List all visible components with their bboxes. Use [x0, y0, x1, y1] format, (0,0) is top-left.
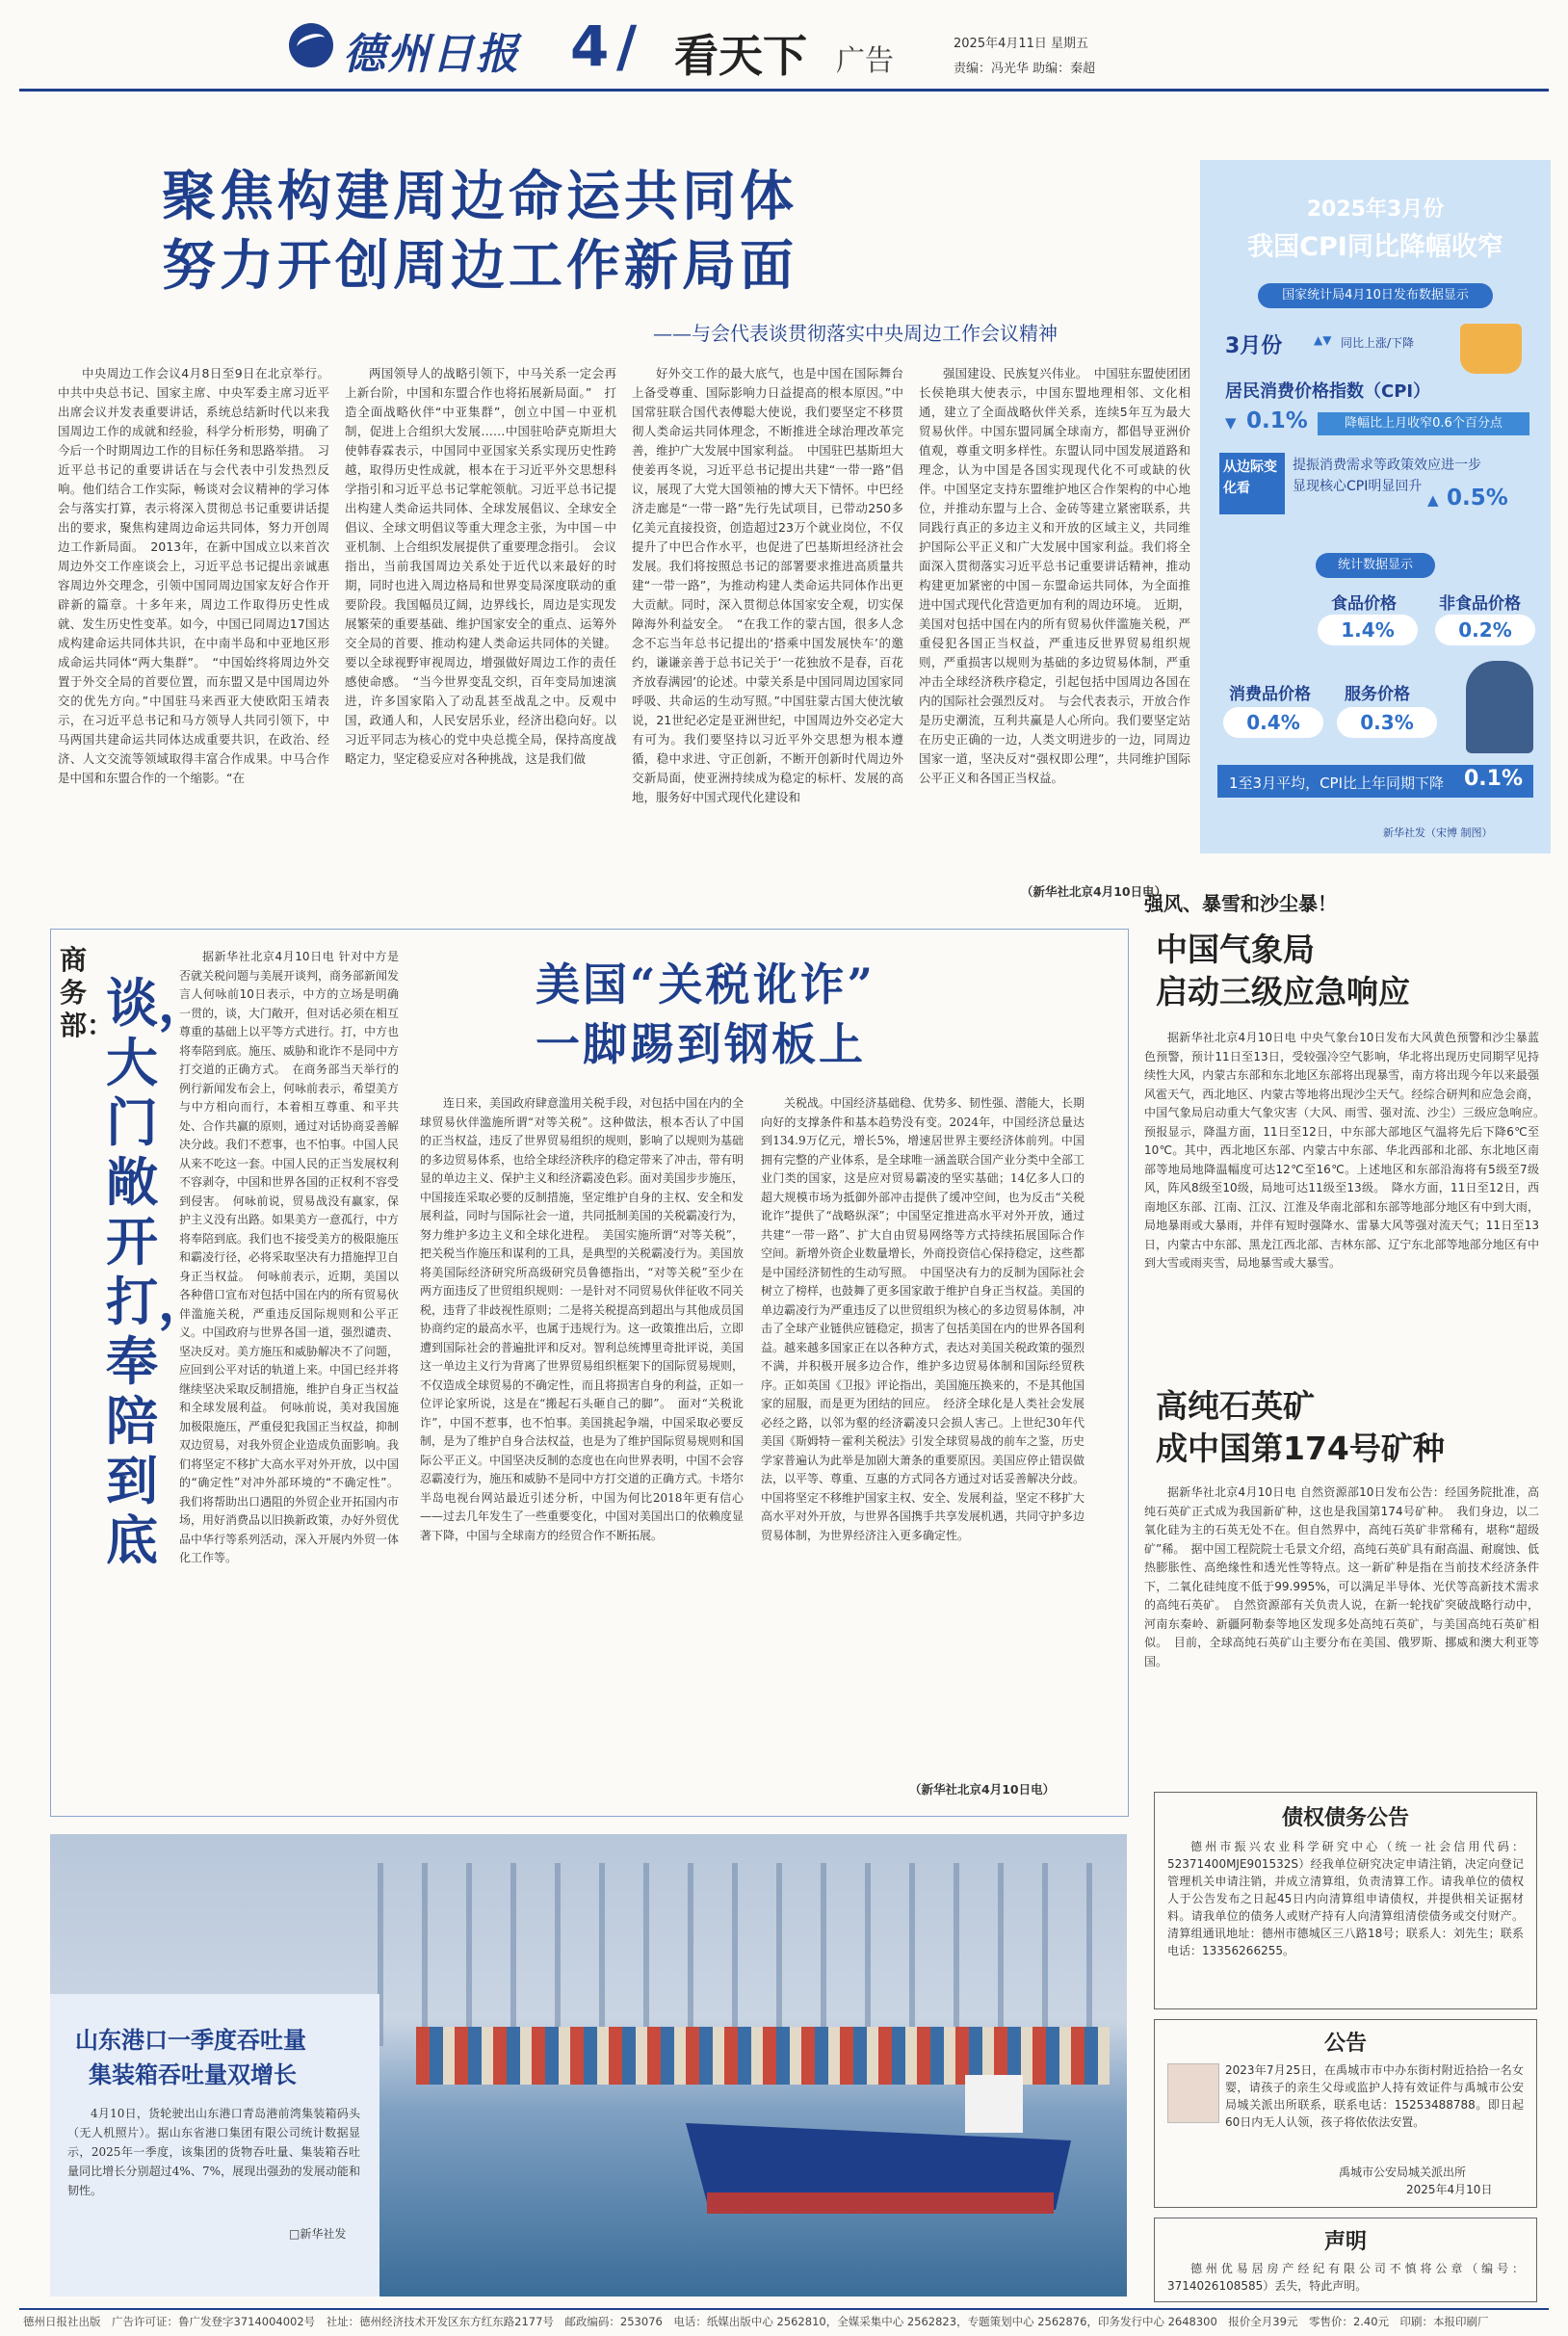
quartz-title-line2: 成中国第174号矿种: [1156, 1430, 1445, 1467]
shopping-basket-icon: [1460, 324, 1522, 374]
cpi-consumer-value: 0.4%: [1223, 707, 1323, 738]
cpi-legend: 同比上涨/下降: [1341, 336, 1415, 350]
tariff-left-text: 据新华社北京4月10日电 针对中方是否就关税问题与美展开谈判，商务部新闻发言人何咏前10日表示，中方的立场是明确一贯的，谈，大门敞开，但对话必须在相互尊重的基础上以平等方式进行。打，中方也将奉陪到底。施压、威胁和讹诈不是同中方打交道的正确方式。 在商务部当天举行的例行新闻发布会上，何咏前表示，希望美方与中方相向而行，本着相互尊重、和平共处、合作共赢的原则，通过对话协商妥善解决分歧。我们不惹事，也不怕事。中国人民从来不吃这一套。中国人民的正当发展权利不容剥夺，中国和世界各国的正权利不容受到侵害。 何咏前说，贸易战没有赢家，保护主义没有出路。如果美方一意孤行，中方将奉陪到底。我们也不接受美方的极限施压和霸凌行径，必将采取坚决有力措施捍卫自身正当权益。 何咏前表示，近期，美国以各种借口宣布对包括中国在内的所有贸易伙伴滥施关税，严重违反国际规则和公平正义。中国政府与世界各国一道，强烈谴责、坚决反对。美方施压和威胁解决不了问题，应回到公平对话的轨道上来。中国已经并将继续坚决采取反制措施，维护自身正当权益和全球发展利益。 何咏前说，美对我国施加极限施压，严重侵犯我国正当权益，抑制双边贸易，对我外贸企业造成负面影响。我们将坚定不移扩大高水平对外开放，以中国的“确定性”对冲外部环境的“不确定性”。我们将帮助出口遇阻的外贸企业开拓国内市场，用好消费品以旧换新政策，办好外贸优品中华行等系列活动，深入开展内外贸一体化工作等。: [179, 950, 400, 1564]
weather-text: 据新华社北京4月10日电 中央气象台10日发布大风黄色预警和沙尘暴蓝色预警，预计11日至13日，受较强冷空气影响，华北将出现历史同期罕见持续性大风，内蒙古东部和东北地区东部将出现暴雪，南方将出现今年以来最强风雹天气，西北地区、内蒙古等地将出现沙尘天气。经综合研判和应急会商，中国气象局启动重大气象灾害（大风、雨雪、强对流、沙尘）三级应急响应。 预报显示，降温方面，11日至12日，中东部大部地区气温将先后下降6℃至10℃。其中，西北地区东部、内蒙古中东部、华北西部和北部、东北地区南部等地局地降温幅度可达12℃至16℃。上述地区和东部沿海将有5级至7级风，阵风8级至10级，局地可达11级至13级。 降水方面，11日至12日，西南地区东部、江南、江汉、江淮及华南北部和东部等地部分地区有中到大雨，局地暴雨或大暴雨，并伴有短时强降水、雷暴大风等强对流天气；11日至13日，内蒙古中东部、黑龙江西北部、吉林东部、辽宁东北部等地部分地区有中到大雪或雨夹雪，局地暴雪或大暴雪。: [1144, 1031, 1552, 1270]
tariff-title-line2: 一脚踢到钢板上: [536, 1018, 866, 1070]
port-title-line2: 集装箱吞吐量双增长: [89, 2061, 297, 2088]
statement-ad-title: 声明: [1323, 2230, 1367, 2254]
weather-title-line1: 中国气象局: [1156, 931, 1315, 968]
cpi-heading-1: 2025年3月份: [1306, 197, 1445, 222]
lead-col-4: 强国建设、民族复兴伟业。 中国驻东盟使团团长侯艳琪大使表示，中国东盟地理相邻、文化相通，建立了全面战略伙伴关系，连续5年互为最大贸易伙伴。中国东盟同属全球南方，都倡导亚洲价值观，尊重文明多样性。东盟认同中国发展道路和理念，认为中国是各国实现现代化不可或缺的伙伴。中国坚定支持东盟维护地区合作架构的中心地位，并推动东盟与上合、金砖等建立紧密联系，共同践行真正的多边主义和开放的区域主义，共同维护国际公平正义和广大发展中国家利益。我们将全面深入贯彻落实习近平总书记重要讲话精神，推动构建更加紧密的中国－东盟命运共同体，为全面推进中国式现代化营造更加有利的周边环境。 近期，美国对包括中国在内的所有贸易伙伴滥施关税，严重侵犯各国正当权益，严重违反世界贸易组织规则，严重损害以规则为基础的多边贸易体制，严重冲击全球经济秩序稳定，引起包括中国周边各国在内的国际社会强烈反对。 与会代表表示，开放合作是历史潮流，互利共赢是人心所向。我们要坚定站在历史正确的一边，人类文明进步的一边，同周边国家一道，坚决反对“强权即公理”，共同维护国际公平正义和各国正当权益。: [919, 366, 1190, 785]
cpi-stat-pill: 统计数据显示: [1316, 553, 1435, 578]
quartz-text: 据新华社北京4月10日电 自然资源部10日发布公告：经国务院批准，高纯石英矿正式成为我国新矿种，这也是我国第174号矿种。 我们身边，以二氧化硅为主的石英无处不在。但自然界中，高纯石英矿非常稀有，堪称“超级矿”稀。 据中国工程院院士毛景文介绍，高纯石英矿具有耐高温、耐腐蚀、低热膨胀性、高绝缘性和透光性等特点。这一新矿种是指在当前技术经济条件下，二氧化硅纯度不低于99.995%，可以满足半导体、光伏等高新技术需求的高纯石英矿。 自然资源部有关负责人说，在新一轮找矿突破战略行动中，河南东秦岭、新疆阿勒泰等地区发现多处高纯石英矿，与美国高纯石英矿相似。 目前，全球高纯石英矿山主要分布在美国、俄罗斯、挪威和澳大利亚等国。: [1144, 1485, 1539, 1668]
port-text: 4月10日，货轮驶出山东港口青岛港前湾集装箱码头（无人机照片）。据山东省港口集团有限公司统计数据显示，2025年一季度，该集团的货物吞吐量、集装箱吞吐量同比增长分别超过4%、7%，展现出强劲的发展动能和韧性。: [67, 2107, 360, 2197]
debt-ad-text: 德州市振兴农业科学研究中心（统一社会信用代码：52371400MJE901532S）经我单位研究决定申请注销，决定向登记管理机关申请注销，并成立清算组，负责清算工作。请我单位的债权人于公告发布之日起45日内向清算组申请债权，并提供相关证据材料。请我单位的债务人或财产持有人向清算组清偿债务或交付财产。清算组通讯地址：德州市德城区三八路18号；联系人：刘先生；联系电话：13356266255。: [1167, 1840, 1524, 1957]
ship-hull-red-icon: [707, 2192, 1054, 2214]
paper-name: 德州日报: [343, 30, 520, 79]
cpi-month: 3月份: [1225, 334, 1283, 358]
quartz-title-line1: 高纯石英矿: [1156, 1387, 1315, 1425]
cpi-heading-2: 我国CPI同比降幅收窄: [1247, 232, 1503, 262]
port-credit: □新华社发: [289, 2227, 347, 2241]
section-name: 看天下: [674, 30, 807, 82]
tariff-title-line1: 美国“关税讹诈”: [536, 958, 875, 1011]
weather-kicker: 强风、暴雪和沙尘暴！: [1144, 892, 1337, 915]
cpi-service-label: 服务价格: [1345, 685, 1410, 704]
tariff-col-2: 关税战。中国经济基础稳、优势多、韧性强、潜能大，长期向好的支撑条件和基本趋势没有变。2024年，中国经济总量达到134.9万亿元，增长5%，增速居世界主要经济体前列。中国拥有完整的产业体系，是全球唯一涵盖联合国产业分类中全部工业门类的国家，这是应对贸易霸凌的坚实基础；14亿多人口的超大规模市场为抵御外部冲击提供了缓冲空间，也为反击“关税讹诈”提供了“战略纵深”；中国坚定推进高水平对外开放，通过共建“一带一路”、扩大自由贸易网络等方式持续拓展国际合作空间。新增外资企业数量增长，外商投资信心保持稳定，这些都是中国经济韧性的生动写照。 中国坚决有力的反制为国际社会树立了榜样，也鼓舞了更多国家敢于维护自身正当权益。美国的单边霸凌行为严重违反了以世贸组织为核心的多边贸易体制，冲击了全球产业链供应链稳定，损害了包括美国在内的世界各国利益。越来越多国家正在以各种方式，表达对美国关税政策的强烈不满，并积极开展多边合作，维护多边贸易体制和国际经贸秩序。正如英国《卫报》评论指出，美国施压换来的，不是其他国家的屈服，而是更为团结的回应。 经济全球化是人类社会发展必经之路，以邻为壑的经济霸凌只会损人害己。上世纪30年代美国《斯姆特－霍利关税法》引发全球贸易战的前车之鉴，历史学家普遍认为此举是加剧大萧条的重要原因。美国应停止错误做法，以平等、尊重、互惠的方式同各方通过对话妥善解决分歧。中国将坚定不移维护国家主权、安全、发展利益，坚定不移扩大高水平对外开放，与世界各国携手共享发展机遇，共同守护多边贸易体制，为世界经济注入更多确定性。: [761, 1096, 1085, 1542]
section-sub: 广告: [836, 44, 894, 78]
page-slash: /: [616, 13, 638, 79]
tariff-dateline: （新华社北京4月10日电）: [909, 1782, 1056, 1797]
notice-ad-date: 2025年4月10日: [1406, 2183, 1493, 2196]
cpi-side-value: 0.5%: [1447, 486, 1508, 511]
lead-col-1: 中央周边工作会议4月8日至9日在北京举行。中共中央总书记、国家主席、中央军委主席习近平出席会议并发表重要讲话，系统总结新时代以来我国周边工作的成就和经验，科学分析形势，明确了今后一个时期周边工作的目标任务和思路举措。 习近平总书记的重要讲话在与会代表中引发热烈反响。他们结合工作实际，畅谈对会议精神的学习体会与落实打算，表示将深入贯彻总书记重要讲话提出的要求，聚焦构建周边命运共同体，努力开创周边工作新局面。 2013年，在新中国成立以来首次周边外交工作座谈会上，习近平总书记提出亲诚惠容周边外交理念，引领中国同周边国家友好合作开辟新的篇章。十多年来，周边工作取得历史性成就、发生历史性变革。如今，中国已同周边17国达成构建命运共同体共识，在中南半岛和中亚地区形成命运共同体“两大集群”。 “中国始终将周边外交置于外交全局的首要位置，而东盟又是中国周边外交的优先方向。”中国驻马来西亚大使欧阳玉靖表示，在习近平总书记和马方领导人共同引领下，中马两国共建命运共同体达成重要共识，在政治、经济、人文交流等领域取得丰富合作成果。中马合作是中国和东盟合作的一个缩影。“在: [58, 366, 329, 785]
cpi-consumer-label: 消费品价格: [1229, 685, 1311, 704]
lead-col-2: 两国领导人的战略引领下，中马关系一定会再上新台阶，中国和东盟合作也将拓展新局面。” 打造全面战略伙伴“中亚集群”，创立中国－中亚机制，促进上合组织大发展……中国驻哈萨克斯坦大使韩春霖表示，中国同中亚国家关系实现历史性跨越，取得历史性成就，根本在于习近平外交思想科学指引和习近平总书记掌舵领航。习近平总书记提出构建人类命运共同体、全球发展倡议、全球安全倡议、全球文明倡议等重大理念主张，为中国－中亚机制、上合组织发展提供了重要理念指引。 会议指出，当前我国周边关系处于近代以来最好的时期，同时也进入周边格局和世界变局深度联动的重要阶段。我国幅员辽阔，边界线长，周边是实现发展繁荣的重要基础、维护国家安全的重点、运筹外交全局的首要、推动构建人类命运共同体的关键。要以全球视野审视周边，增强做好周边工作的责任感使命感。 “当今世界变乱交织，百年变局加速演进，许多国家陷入了动乱甚至战乱之中。反观中国，政通人和，人民安居乐业，经济出稳向好。以习近平同志为核心的党中央总揽全局，保持高度战略定力，坚定稳妥应对各种挑战，这是我们做: [345, 366, 616, 766]
cpi-food-label: 食品价格: [1331, 594, 1397, 614]
cpi-bottom-text: 1至3月平均，CPI比上年同期下降: [1229, 774, 1445, 792]
cpi-food-value: 1.4%: [1318, 615, 1418, 645]
cpi-service-value: 0.3%: [1337, 707, 1437, 738]
cpi-source-pill: 国家统计局4月10日发布数据显示: [1258, 283, 1493, 308]
ship-bridge-icon: [965, 2075, 1023, 2133]
notice-ad-sign: 禹城市公安局城关派出所: [1339, 2165, 1467, 2179]
cpi-bottom-value: 0.1%: [1464, 767, 1524, 791]
weather-title-line2: 启动三级应急响应: [1156, 973, 1410, 1011]
tariff-col-1: 连日来，美国政府肆意滥用关税手段，对包括中国在内的全球贸易伙伴滥施所谓“对等关税”。这种做法，根本否认了中国的正当权益，违反了世界贸易组织的规则，影响了以规则为基础的多边贸易体系，也给全球经济秩序的稳定带来了冲击，带有明显的单边主义、保护主义和经济霸凌色彩。面对美国步步施压，中国接连采取必要的反制措施，坚定维护自身的主权、安全和发展利益，同时与国际社会一道，共同抵制美国的关税霸凌行为，努力维护多边主义和全球化进程。 美国实施所谓“对等关税”，把关税当作施压和谋利的工具，是典型的关税霸凌行为。美国放将美国际经济研究所高级研究员鲁德指出，“对等关税”至少在两方面违反了世贸组织规则：一是针对不同贸易伙伴征收不同关税，违背了非歧视性原则；二是将关税提高到超出与其他成员国协商约定的最高水平，也属于违规行为。这一政策推出后，立即遭到国际社会的普遍批评和反对。智利总统博里奇批评说，美国这一单边主义行为背离了世界贸易组织框架下的国际贸易规则，不仅造成全球贸易的不确定性，而且将损害自身的利益，正如一位评论家所说，这是在“搬起石头砸自己的脚”。 面对“关税讹诈”，中国不惹事，也不怕事。美国挑起争端，中国采取必要反制，是为了维护自身合法权益，也是为了维护国际贸易规则和国际公平正义。中国坚决反制的态度也在向世界表明，中国不会容忍霸凌行为，施压和威胁不是同中方打交道的正确方式。卡塔尔半岛电视台网站最近引述分析，中国为何比2018年更有信心——过去几年发生了一些重要变化，中国对美国出口的依赖度显著下降，中国与全球南方的经贸合作不断拓展。: [420, 1096, 745, 1542]
debt-ad-title: 债权债务公告: [1281, 1806, 1409, 1830]
issue-date: 2025年4月11日 星期五: [954, 37, 1089, 51]
cpi-side-text: 提振消费需求等政策效应进一步显现核心CPI明显回升: [1293, 458, 1481, 494]
lead-subtitle: ——与会代表谈贯彻落实中央周边工作会议精神: [653, 322, 1058, 345]
page-number: 4: [570, 13, 610, 79]
lead-col-3: 好外交工作的最大底气，也是中国在国际舞台上备受尊重、国际影响力日益提高的根本原因。”中国常驻联合国代表傅聪大使说，我们要坚定不移贯彻人类命运共同体理念，不断推进全球治理改革完善，维护广大发展中国家利益。 中国驻巴基斯坦大使姜再冬说，习近平总书记提出共建“一带一路”倡议，展现了大党大国领袖的博大天下情怀。中巴经济走廊是“一带一路”先行先试项目，已带动250多亿美元直接投资，创造超过23万个就业岗位，不仅提升了中巴合作水平，也促进了巴基斯坦经济社会发展。我们将按照总书记的部署要求推进高质量共建“一带一路”，为推动构建人类命运共同体作出更大贡献。同时，深入贯彻总体国家安全观，切实保障海外利益安全。 “在我工作的蒙古国，很多人念念不忘当年总书记提出的‘搭乘中国发展快车’的邀约，谦谦亲善于总书记关于‘一花独放不是春，百花齐放春满园’的论述。中蒙关系是中国同周边国家同呼吸、共命运的生动写照。”中国驻蒙古国大使沈敏说，21世纪必定是亚洲世纪，中国周边外交必定大有可为。我们要坚持以习近平外交思想为根本遵循，稳中求进、守正创新，不断开创新时代周边外交新局面，使亚洲持续成为稳定的标杆、发展的高地，服务好中国式现代化建设和: [632, 366, 903, 804]
masthead: [0, 0, 1568, 89]
cpi-item-label: 居民消费价格指数（CPI）: [1225, 381, 1431, 402]
lead-title-line2: 努力开创周边工作新局面: [162, 234, 797, 298]
cpi-item-note: 降幅比上月收窄0.6个百分点: [1318, 412, 1529, 435]
statement-ad-text: 德州优易居房产经纪有限公司不慎将公章（编号：3714026108585）丢失，特此声明。: [1167, 2262, 1524, 2293]
footer-text: 德州日报社出版 广告许可证：鲁广发登字3714004002号 社址：德州经济技术开发区东方红东路2177号 邮政编码：253076 电话：纸媒出版中心 2562810，全媒采集中心 2562823，专题策划中心 2562876，印务发行中心 2648300 报价全月39元 零售价：2.40元 印刷：本报印刷厂: [23, 2315, 1489, 2328]
cpi-item-value: 0.1%: [1246, 408, 1308, 433]
port-title-line1: 山东港口一季度吞吐量: [75, 2027, 306, 2054]
lead-title-line1: 聚焦构建周边命运共同体: [162, 165, 797, 228]
cpi-nonfood-value: 0.2%: [1435, 615, 1535, 645]
notice-ad-text: 2023年7月25日，在禹城市市中办东街村附近拾拾一名女婴，请孩子的亲生父母或监护人持有效证件与禹城市公安局城关派出所联系，联系电话：15253488788。即日起60日内无人认领，孩子将依依法安置。: [1225, 2063, 1524, 2129]
notice-ad-title: 公告: [1323, 2032, 1367, 2056]
cpi-up-arrow-icon: ▲: [1427, 491, 1439, 509]
cpi-legend-arrows-icon: ▲▼: [1314, 333, 1332, 347]
cpi-infographic: [1200, 160, 1551, 853]
cpi-credit: 新华社发（宋博 制图）: [1383, 827, 1493, 839]
tariff-kicker: 商务部：: [60, 944, 115, 1041]
footer-rule: [19, 2308, 1549, 2310]
cpi-side-label: 从边际变化看: [1219, 453, 1285, 514]
shopper-figure-icon: [1466, 661, 1533, 753]
lead-dateline: （新华社北京4月10日电）: [1021, 884, 1167, 899]
editors: 责编：冯光华 助编：秦超: [954, 62, 1096, 76]
port-cranes-icon: [378, 1863, 1110, 2046]
cpi-nonfood-label: 非食品价格: [1439, 594, 1521, 614]
cpi-down-arrow-icon: ▼: [1225, 414, 1237, 432]
tariff-headline-big: 谈，大门敞开 打，奉陪到底: [106, 972, 210, 1571]
masthead-rule: [19, 89, 1549, 92]
